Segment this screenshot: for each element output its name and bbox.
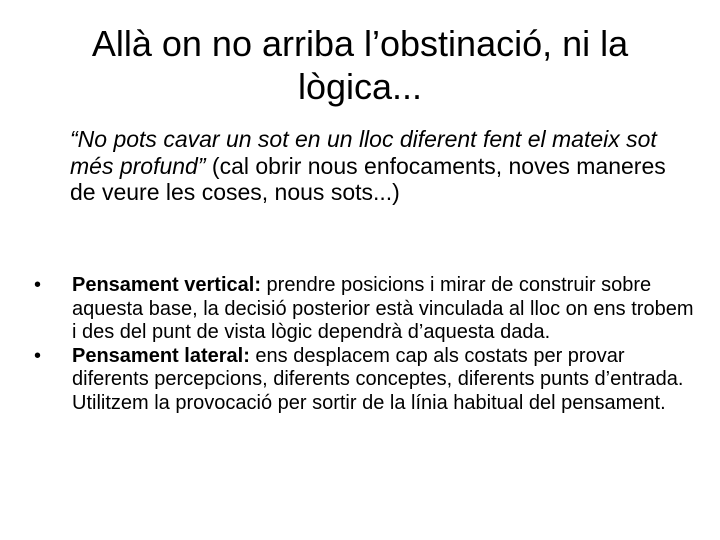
- bullet-text: ens desplacem cap als costats per provar diferents percepcions, diferents conceptes, diferents punts d’entrada. Utilitzem la provocació per sortir de la línia habitual del pensament.: [72, 344, 684, 414]
- quote-note: (cal obrir nous enfocaments, noves maneres de veure les coses, nous sots...): [70, 152, 666, 205]
- quote-paragraph: [70, 126, 680, 206]
- bullet-list: [34, 274, 694, 415]
- slide-title: Allà on no arriba l’obstinació, ni la lògica...: [91, 23, 629, 107]
- bullet-term: Pensament lateral:: [72, 344, 250, 367]
- quote-text: “No pots cavar un sot en un lloc diferent fent el mateix sot més profund”: [70, 126, 657, 179]
- bullet-term: Pensament vertical:: [72, 274, 261, 296]
- bullet-icon: •: [34, 274, 42, 296]
- bullet-item-vertical: [34, 274, 694, 345]
- bullet-item-lateral: [34, 345, 694, 416]
- bullet-text: prendre posicions i mirar de construir sobre aquesta base, la decisió posterior està vinculada al lloc on ens trobem i des del punt de vista lògic dependrà d’aquesta dada.: [72, 274, 694, 343]
- bullet-icon: •: [34, 344, 42, 367]
